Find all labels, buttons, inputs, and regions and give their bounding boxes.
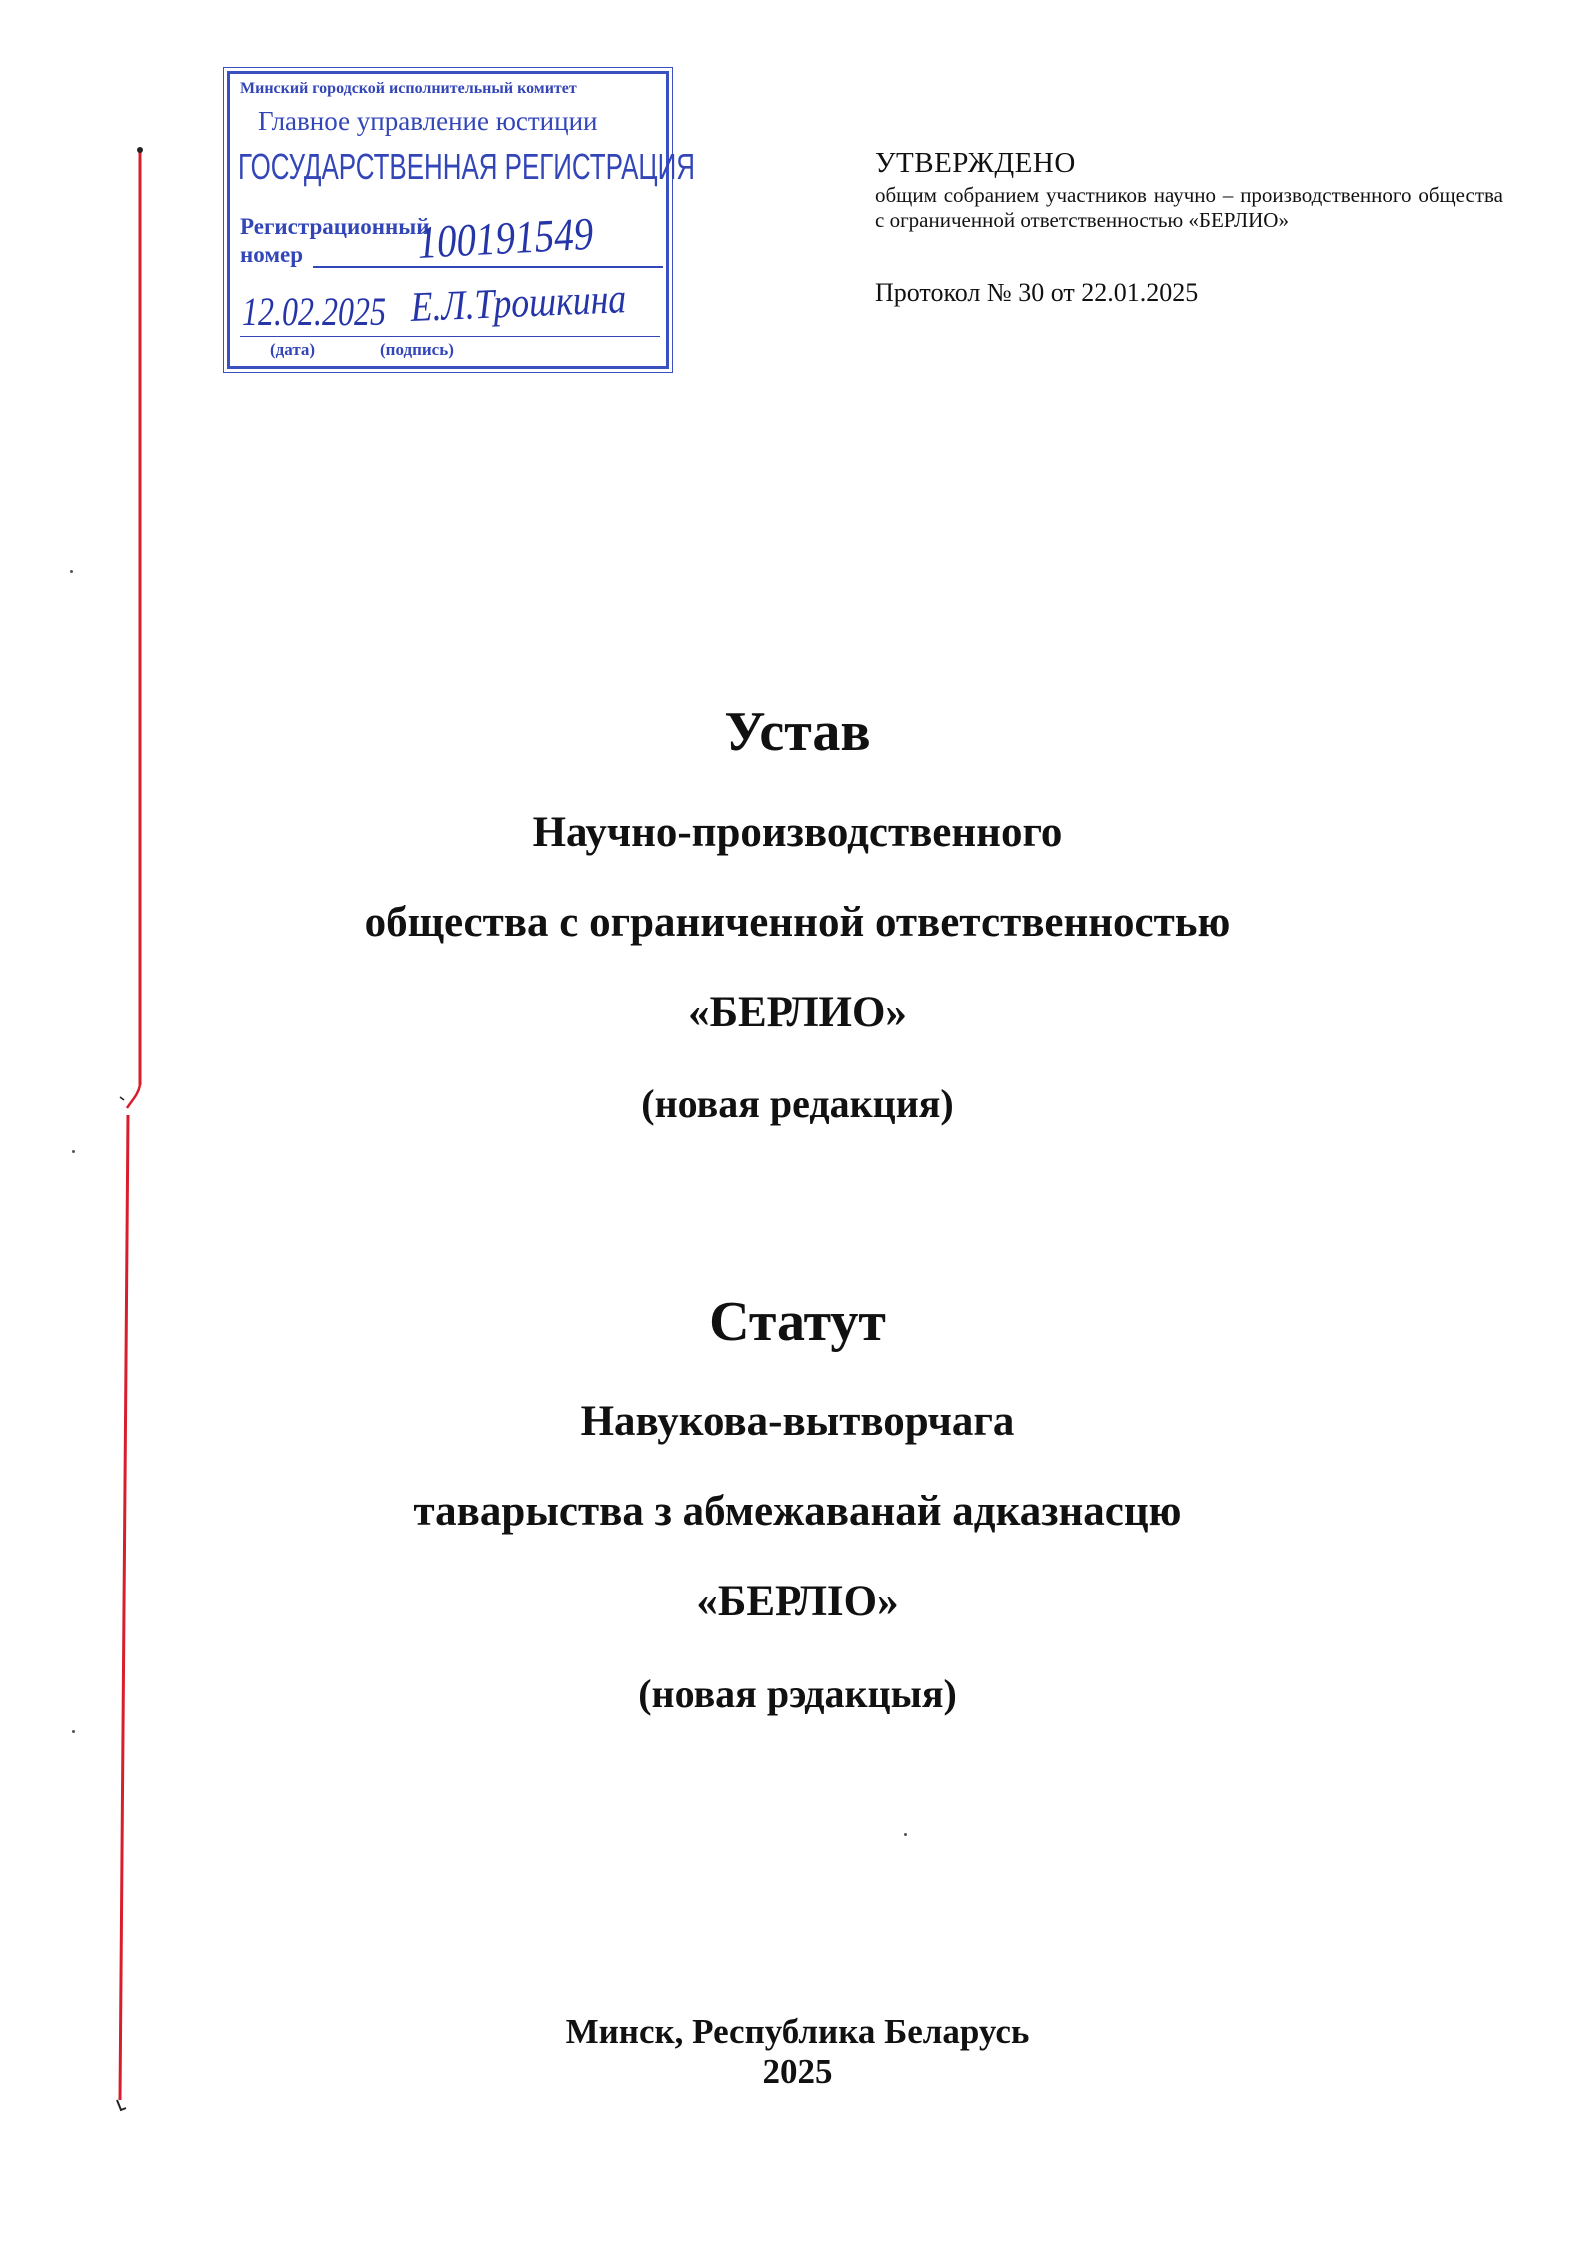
stamp-caption-line xyxy=(240,336,660,337)
belarusian-line-3: «БЕРЛІО» xyxy=(696,1578,899,1625)
russian-line-2: общества с ограниченной ответственностью xyxy=(364,899,1231,946)
stamp-signature: Е.Л.Трошкина xyxy=(410,276,627,331)
stamp-department: Главное управление юстиции xyxy=(258,106,598,136)
belarusian-edition: (новая рэдакцыя) xyxy=(638,1671,957,1716)
stamp-reg-label: Регистрационный xyxy=(240,214,430,239)
footer-year: 2025 xyxy=(762,2052,833,2091)
stamp-heading: ГОСУДАРСТВЕННАЯ РЕГИСТРАЦИЯ xyxy=(238,146,695,187)
belarusian-title: Статут xyxy=(709,1291,886,1353)
approval-block xyxy=(875,146,1503,308)
belarusian-line-2: таварыства з абмежаванай адказнасцю xyxy=(413,1488,1182,1535)
stamp-date-caption: (дата) xyxy=(270,340,316,359)
scan-speck xyxy=(72,1150,75,1153)
russian-line-3: «БЕРЛИО» xyxy=(688,989,907,1036)
stamp-num-label: номер xyxy=(240,242,303,267)
binding-thread xyxy=(0,0,200,2254)
footer-place: Минск, Республика Беларусь xyxy=(565,2012,1030,2051)
approval-protocol: Протокол № 30 от 22.01.2025 xyxy=(875,278,1199,307)
stamp-registration-number: 100191549 xyxy=(416,207,595,268)
scan-speck xyxy=(72,1730,75,1733)
belarusian-line-1: Навукова-вытворчага xyxy=(580,1398,1015,1445)
scan-speck xyxy=(70,570,73,573)
approval-title: УТВЕРЖДЕНО xyxy=(875,147,1076,179)
stamp-committee: Минский городской исполнительный комитет xyxy=(240,80,577,97)
scan-speck xyxy=(904,1833,907,1836)
stamp-number-line xyxy=(313,266,663,268)
approval-body: общим собранием участников научно – производственного общества с ограниченной ответственностью «БЕРЛИО» xyxy=(875,183,1503,232)
registration-stamp xyxy=(227,71,695,369)
stamp-handwritten-date: 12.02.2025 xyxy=(242,289,386,334)
russian-title: Устав xyxy=(724,701,871,763)
russian-edition: (новая редакция) xyxy=(641,1081,954,1126)
stamp-signature-caption: (подпись) xyxy=(380,340,454,359)
russian-line-1: Научно-производственного xyxy=(532,809,1063,856)
